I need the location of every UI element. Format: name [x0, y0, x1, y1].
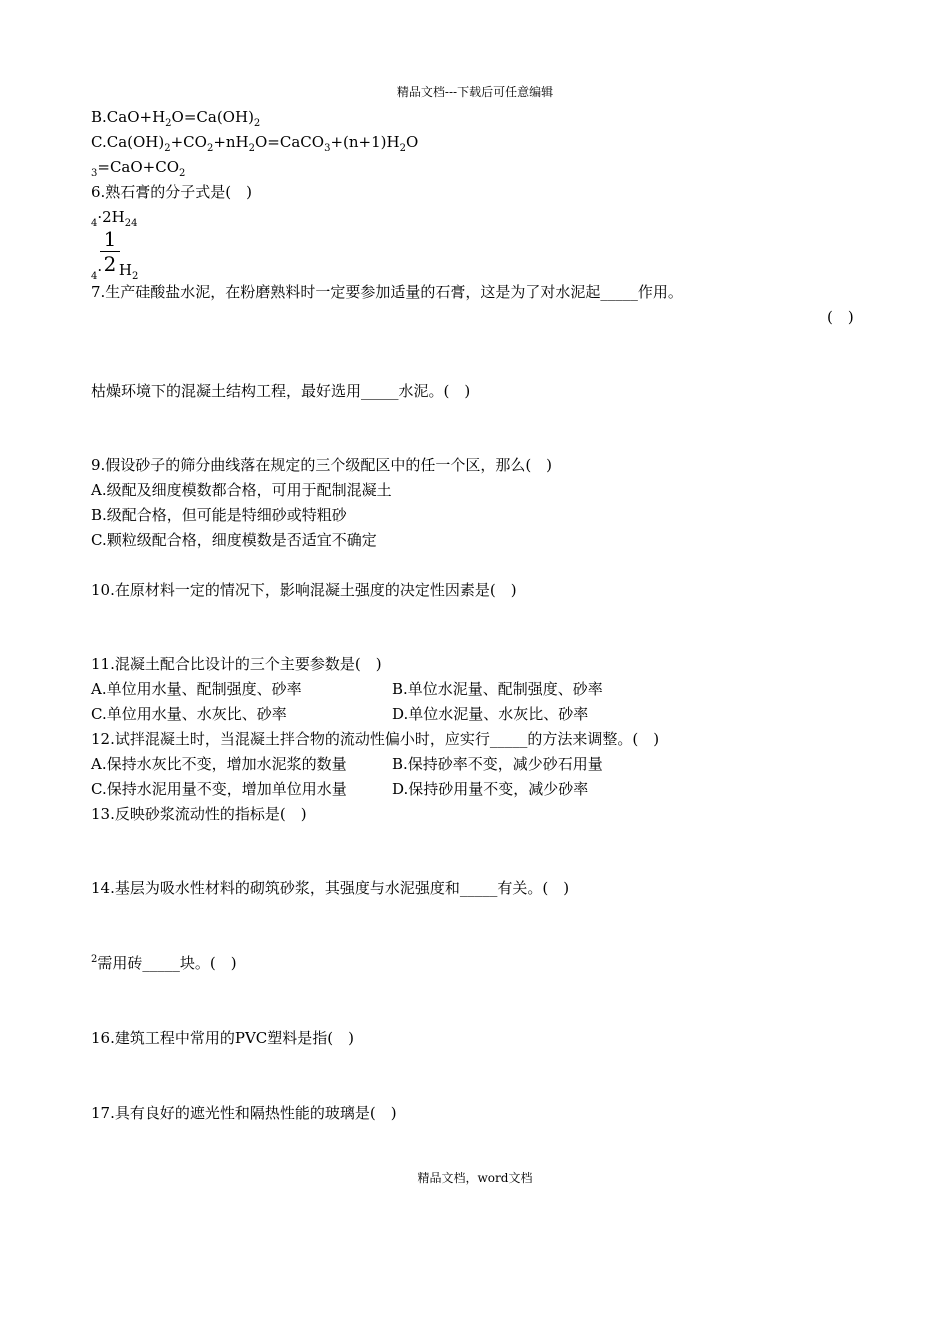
page-header: 精品文档---下载后可任意编辑 — [396, 85, 554, 99]
question-12-option-a: A.保持水灰比不变，增加水泥浆的数量 — [91, 755, 347, 773]
question-9: 9.假设砂子的筛分曲线落在规定的三个级配区中的任一个区，那么( ) — [91, 456, 553, 474]
question-9-option-c: C.颗粒级配合格，细度模数是否适宜不确定 — [91, 531, 377, 549]
question-14: 14.基层为吸水性材料的砌筑砂浆，其强度与水泥强度和_____有关。( ) — [91, 879, 570, 897]
question-8: 枯燥环境下的混凝土结构工程，最好选用_____水泥。( ) — [91, 382, 471, 400]
question-12-option-d: D.保持砂用量不变，减少砂率 — [392, 780, 589, 798]
question-9-option-b: B.级配合格，但可能是特细砂或特粗砂 — [91, 506, 347, 524]
question-7-answer-paren: ( ) — [827, 308, 854, 326]
option-c-line: $C.Ca(OH)_2+CO_2+nH_2O=CaCO_3+(n+1)H_2O$ — [91, 133, 419, 154]
question-6: 6.熟石膏的分子式是( ) — [91, 183, 253, 201]
question-11-option-c: C.单位用水量、水灰比、砂率 — [91, 705, 287, 723]
question-12: 12.试拌混凝土时，当混凝土拌合物的流动性偏小时，应实行_____的方法来调整。( ) — [91, 730, 660, 748]
page-footer: 精品文档，word文档 — [417, 1171, 533, 1185]
question-11-option-b: B.单位水泥量、配制强度、砂率 — [392, 680, 603, 698]
question-12-option-b: B.保持砂率不变，减少砂石用量 — [392, 755, 603, 773]
question-12-option-c: C.保持水泥用量不变，增加单位用水量 — [91, 780, 347, 798]
question-11-option-d: D.单位水泥量、水灰比、砂率 — [392, 705, 589, 723]
fraction-denominator: 2 — [103, 252, 117, 276]
question-6-option-a: $_4\cdot 2H_{24}$ — [91, 208, 138, 229]
question-10: 10.在原材料一定的情况下，影响混凝土强度的决定性因素是( ) — [91, 581, 517, 599]
question-15: $^2$需用砖_____块。( ) — [91, 954, 237, 972]
question-16: 16.建筑工程中常用的PVC塑料是指( ) — [91, 1029, 354, 1047]
question-11: 11.混凝土配合比设计的三个主要参数是( ) — [91, 655, 382, 673]
question-6-option-b: $_4\cdot H_2$ — [91, 261, 139, 282]
question-9-option-a: A.级配及细度模数都合格，可用于配制混凝土 — [91, 481, 392, 499]
question-7: 7.生产硅酸盐水泥，在粉磨熟料时一定要参加适量的石膏，这是为了对水泥起_____作用。 — [91, 283, 683, 301]
option-d-line: $_3=CaO+CO_2$ — [91, 158, 186, 179]
question-13: 13.反映砂浆流动性的指标是( ) — [91, 805, 307, 823]
fraction-numerator: 1 — [100, 228, 120, 252]
option-b-line: $B.CaO+H_2O=Ca(OH)_2$ — [91, 108, 261, 129]
question-11-option-a: A.单位用水量、配制强度、砂率 — [91, 680, 302, 698]
question-17: 17.具有良好的遮光性和隔热性能的玻璃是( ) — [91, 1104, 397, 1122]
